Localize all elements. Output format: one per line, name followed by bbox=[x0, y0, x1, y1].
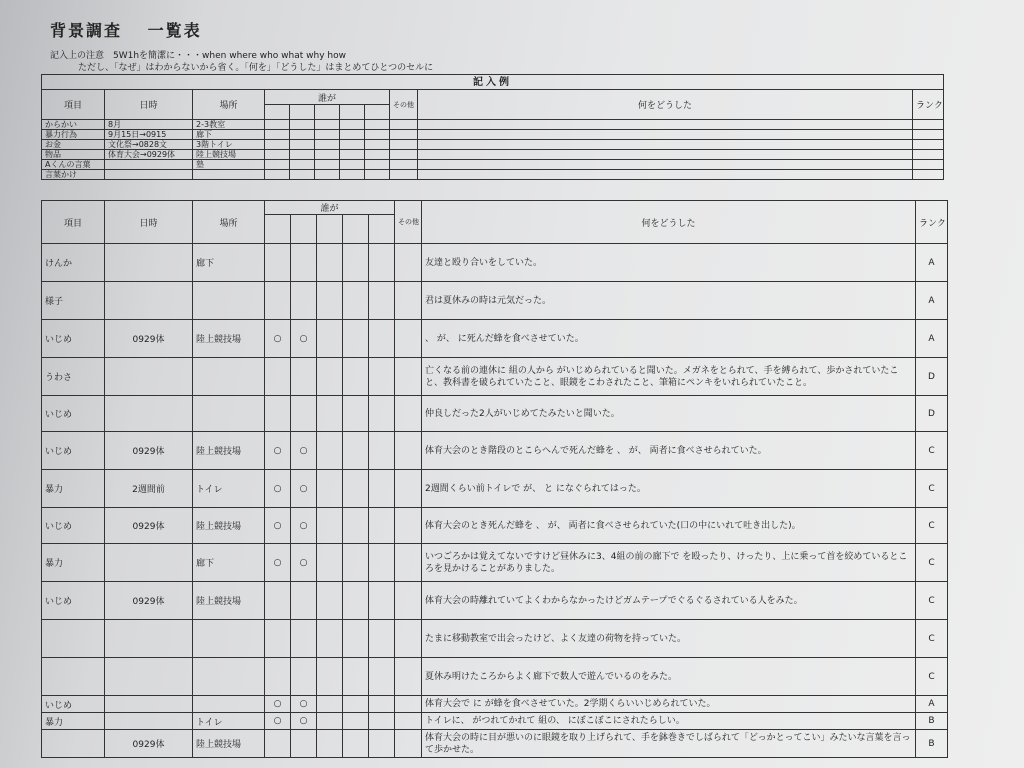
survey-row bbox=[42, 582, 948, 620]
row-place bbox=[193, 696, 265, 713]
row-witness-3 bbox=[317, 582, 343, 620]
example-empty-cell bbox=[315, 120, 340, 130]
row-what: トイレに、 がつれてかれて 組の、 にぼこぼこにされたらしい。 bbox=[422, 713, 916, 730]
row-witness-1: ○ bbox=[265, 508, 291, 544]
example-empty-cell bbox=[390, 170, 418, 180]
row-what: 体育大会の時に目が悪いのに眼鏡を取り上げられて、手を鉢巻きでしばられて「どっかとってこい」みたいな言葉を言って歩かせた。 bbox=[422, 730, 916, 758]
example-empty-cell bbox=[340, 130, 365, 140]
row-witness-2 bbox=[291, 358, 317, 396]
example-empty-cell bbox=[265, 120, 290, 130]
example-empty-cell bbox=[913, 130, 944, 140]
example-empty-cell bbox=[290, 170, 315, 180]
row-witness-1: ○ bbox=[265, 696, 291, 713]
row-item: 暴力 bbox=[42, 470, 105, 508]
header-date: 日時 bbox=[105, 201, 193, 244]
row-item: いじめ bbox=[42, 432, 105, 470]
example-empty-cell bbox=[315, 160, 340, 170]
example-empty-cell bbox=[365, 120, 390, 130]
header-who: 誰が bbox=[265, 201, 395, 215]
row-item: いじめ bbox=[42, 696, 105, 713]
row-witness-1: ○ bbox=[265, 544, 291, 582]
row-what: 体育大会の時離れていてよくわからなかったけどガムテープでぐるぐるされている人をみた。 bbox=[422, 582, 916, 620]
row-witness-4 bbox=[343, 358, 369, 396]
row-witness-2: ○ bbox=[291, 696, 317, 713]
row-date bbox=[105, 713, 193, 730]
row-item: いじめ bbox=[42, 508, 105, 544]
row-date bbox=[105, 282, 193, 320]
survey-row bbox=[42, 620, 948, 658]
row-witness-4 bbox=[343, 470, 369, 508]
example-row bbox=[42, 170, 944, 180]
row-witness-1 bbox=[265, 658, 291, 696]
survey-row bbox=[42, 244, 948, 282]
row-rank: A bbox=[916, 244, 948, 282]
header-who: 誰が bbox=[265, 90, 390, 105]
who-col bbox=[340, 105, 365, 120]
row-date bbox=[105, 244, 193, 282]
example-empty-cell bbox=[365, 160, 390, 170]
row-witness-3 bbox=[317, 396, 343, 432]
row-item: 暴力 bbox=[42, 713, 105, 730]
row-rank: C bbox=[916, 582, 948, 620]
row-other bbox=[395, 730, 422, 758]
example-empty-cell bbox=[418, 120, 913, 130]
example-empty-cell bbox=[390, 120, 418, 130]
example-empty-cell bbox=[418, 130, 913, 140]
row-date bbox=[105, 696, 193, 713]
example-empty-cell bbox=[418, 170, 913, 180]
example-empty-cell bbox=[290, 160, 315, 170]
survey-row bbox=[42, 320, 948, 358]
instruction-note-detail: ただし、「なぜ」はわからないから省く。「何を」「どうした」はまとめてひとつのセルに bbox=[78, 63, 434, 73]
survey-row bbox=[42, 432, 948, 470]
row-place bbox=[193, 396, 265, 432]
row-witness-3 bbox=[317, 244, 343, 282]
row-witness-4 bbox=[343, 432, 369, 470]
example-date bbox=[105, 160, 193, 170]
example-place: 3階トイレ bbox=[193, 140, 265, 150]
example-empty-cell bbox=[340, 150, 365, 160]
row-date bbox=[105, 658, 193, 696]
survey-row bbox=[42, 730, 948, 758]
row-place: 陸上競技場 bbox=[193, 320, 265, 358]
who-col bbox=[317, 215, 343, 244]
row-witness-5 bbox=[369, 544, 395, 582]
example-place bbox=[193, 170, 265, 180]
header-rank: ランク bbox=[913, 90, 944, 120]
row-witness-4 bbox=[343, 582, 369, 620]
example-empty-cell bbox=[315, 170, 340, 180]
who-col bbox=[290, 105, 315, 120]
row-witness-5 bbox=[369, 658, 395, 696]
row-what: 君は夏休みの時は元気だった。 bbox=[422, 282, 916, 320]
example-item: 言葉かけ bbox=[42, 170, 105, 180]
row-witness-1 bbox=[265, 582, 291, 620]
header-place: 場所 bbox=[193, 201, 265, 244]
row-other bbox=[395, 544, 422, 582]
row-witness-2: ○ bbox=[291, 432, 317, 470]
example-empty-cell bbox=[390, 150, 418, 160]
example-date bbox=[105, 170, 193, 180]
row-witness-3 bbox=[317, 282, 343, 320]
row-witness-3 bbox=[317, 696, 343, 713]
row-rank: C bbox=[916, 508, 948, 544]
row-what: 亡くなる前の連休に 組の人から がいじめられていると聞いた。メガネをとられて、手を縛られて、歩かされていたこと、教科書を破られていたこと、眼鏡をこわされたこと、筆箱にペンキをいれられていたこと。 bbox=[422, 358, 916, 396]
row-witness-5 bbox=[369, 282, 395, 320]
example-item: 暴力行為 bbox=[42, 130, 105, 140]
row-witness-4 bbox=[343, 320, 369, 358]
row-witness-5 bbox=[369, 620, 395, 658]
survey-row bbox=[42, 696, 948, 713]
example-empty-cell bbox=[913, 120, 944, 130]
who-col bbox=[343, 215, 369, 244]
who-col bbox=[369, 215, 395, 244]
row-witness-1 bbox=[265, 244, 291, 282]
row-witness-2: ○ bbox=[291, 544, 317, 582]
row-witness-3 bbox=[317, 658, 343, 696]
example-empty-cell bbox=[390, 160, 418, 170]
row-witness-2 bbox=[291, 658, 317, 696]
row-witness-4 bbox=[343, 620, 369, 658]
row-rank: D bbox=[916, 358, 948, 396]
row-item bbox=[42, 730, 105, 758]
example-empty-cell bbox=[290, 130, 315, 140]
row-witness-3 bbox=[317, 358, 343, 396]
row-witness-3 bbox=[317, 544, 343, 582]
header-item: 項目 bbox=[42, 201, 105, 244]
example-place: 陸上競技場 bbox=[193, 150, 265, 160]
row-witness-1: ○ bbox=[265, 320, 291, 358]
row-witness-5 bbox=[369, 244, 395, 282]
row-place bbox=[193, 282, 265, 320]
example-empty-cell bbox=[913, 170, 944, 180]
example-item: 物品 bbox=[42, 150, 105, 160]
row-witness-3 bbox=[317, 470, 343, 508]
row-witness-2: ○ bbox=[291, 320, 317, 358]
row-place: 陸上競技場 bbox=[193, 582, 265, 620]
example-empty-cell bbox=[340, 160, 365, 170]
row-rank: C bbox=[916, 432, 948, 470]
row-date: 0929体 bbox=[105, 730, 193, 758]
example-table bbox=[41, 74, 944, 180]
row-witness-5 bbox=[369, 358, 395, 396]
row-rank: C bbox=[916, 658, 948, 696]
row-what: 夏休み明けたころからよく廊下で数人で遊んでいるのをみた。 bbox=[422, 658, 916, 696]
row-witness-1 bbox=[265, 730, 291, 758]
example-empty-cell bbox=[418, 160, 913, 170]
row-other bbox=[395, 696, 422, 713]
row-what: 2週間くらい前トイレで が、 と になぐられてはった。 bbox=[422, 470, 916, 508]
row-place: 廊下 bbox=[193, 544, 265, 582]
row-what: 、 が、 に死んだ蜂を食べさせていた。 bbox=[422, 320, 916, 358]
row-witness-1: ○ bbox=[265, 432, 291, 470]
row-witness-4 bbox=[343, 396, 369, 432]
example-empty-cell bbox=[265, 150, 290, 160]
row-other bbox=[395, 282, 422, 320]
row-witness-3 bbox=[317, 432, 343, 470]
row-witness-1 bbox=[265, 358, 291, 396]
row-witness-4 bbox=[343, 244, 369, 282]
row-other bbox=[395, 470, 422, 508]
example-empty-cell bbox=[290, 140, 315, 150]
survey-row bbox=[42, 544, 948, 582]
row-what: 体育大会のとき死んだ蜂を 、 が、 両者に食べさせられていた(口の中にいれて吐き出した)。 bbox=[422, 508, 916, 544]
row-item bbox=[42, 658, 105, 696]
survey-row bbox=[42, 508, 948, 544]
row-witness-2 bbox=[291, 582, 317, 620]
row-place: 陸上競技場 bbox=[193, 432, 265, 470]
row-witness-5 bbox=[369, 730, 395, 758]
who-col bbox=[265, 215, 291, 244]
example-empty-cell bbox=[315, 150, 340, 160]
row-other bbox=[395, 620, 422, 658]
example-empty-cell bbox=[340, 140, 365, 150]
row-item: いじめ bbox=[42, 582, 105, 620]
survey-row bbox=[42, 358, 948, 396]
row-witness-1 bbox=[265, 396, 291, 432]
row-rank: B bbox=[916, 730, 948, 758]
example-empty-cell bbox=[365, 170, 390, 180]
example-empty-cell bbox=[290, 150, 315, 160]
row-witness-4 bbox=[343, 508, 369, 544]
row-witness-4 bbox=[343, 282, 369, 320]
survey-table bbox=[41, 200, 948, 758]
row-other bbox=[395, 582, 422, 620]
row-date: 0929体 bbox=[105, 432, 193, 470]
example-empty-cell bbox=[418, 140, 913, 150]
row-other bbox=[395, 244, 422, 282]
row-date: 2週間前 bbox=[105, 470, 193, 508]
who-col bbox=[315, 105, 340, 120]
example-empty-cell bbox=[265, 160, 290, 170]
row-date bbox=[105, 620, 193, 658]
row-witness-2 bbox=[291, 282, 317, 320]
example-row bbox=[42, 150, 944, 160]
row-item: けんか bbox=[42, 244, 105, 282]
row-witness-4 bbox=[343, 696, 369, 713]
instruction-note: 記入上の注意 5W1hを簡潔に・・・when where who what why how bbox=[50, 51, 346, 61]
row-witness-4 bbox=[343, 658, 369, 696]
row-date: 0929体 bbox=[105, 320, 193, 358]
example-item: からかい bbox=[42, 120, 105, 130]
survey-row bbox=[42, 658, 948, 696]
example-empty-cell bbox=[265, 170, 290, 180]
row-other bbox=[395, 396, 422, 432]
example-empty-cell bbox=[290, 120, 315, 130]
row-witness-2: ○ bbox=[291, 713, 317, 730]
row-rank: C bbox=[916, 470, 948, 508]
row-rank: B bbox=[916, 713, 948, 730]
example-empty-cell bbox=[265, 130, 290, 140]
example-empty-cell bbox=[340, 120, 365, 130]
example-empty-cell bbox=[913, 150, 944, 160]
row-witness-2 bbox=[291, 620, 317, 658]
row-witness-3 bbox=[317, 508, 343, 544]
row-witness-5 bbox=[369, 696, 395, 713]
example-empty-cell bbox=[340, 170, 365, 180]
row-what: いつごろかは覚えてないですけど昼休みに3、4組の前の廊下で を殴ったり、けったり、上に乗って首を絞めているところを見かけることがありました。 bbox=[422, 544, 916, 582]
row-witness-4 bbox=[343, 544, 369, 582]
header-other: その他 bbox=[390, 90, 418, 120]
example-empty-cell bbox=[418, 150, 913, 160]
header-what: 何をどうした bbox=[422, 201, 916, 244]
example-empty-cell bbox=[365, 140, 390, 150]
row-what: 仲良しだった2人がいじめてたみたいと聞いた。 bbox=[422, 396, 916, 432]
row-other bbox=[395, 508, 422, 544]
row-rank: C bbox=[916, 544, 948, 582]
row-witness-5 bbox=[369, 713, 395, 730]
example-empty-cell bbox=[365, 130, 390, 140]
row-witness-1: ○ bbox=[265, 470, 291, 508]
row-place bbox=[193, 620, 265, 658]
example-date: 体育大会→0929体 bbox=[105, 150, 193, 160]
row-rank: C bbox=[916, 620, 948, 658]
row-witness-1: ○ bbox=[265, 713, 291, 730]
survey-rows bbox=[42, 244, 948, 758]
row-date bbox=[105, 358, 193, 396]
example-item: Aくんの言葉 bbox=[42, 160, 105, 170]
example-date: 文化祭→0828文 bbox=[105, 140, 193, 150]
example-item: お金 bbox=[42, 140, 105, 150]
row-place: トイレ bbox=[193, 470, 265, 508]
row-other bbox=[395, 358, 422, 396]
row-witness-3 bbox=[317, 730, 343, 758]
example-rows bbox=[42, 120, 944, 180]
header-what: 何をどうした bbox=[418, 90, 913, 120]
example-date: 8月 bbox=[105, 120, 193, 130]
row-rank: A bbox=[916, 320, 948, 358]
row-rank: A bbox=[916, 696, 948, 713]
row-witness-5 bbox=[369, 320, 395, 358]
row-place bbox=[193, 658, 265, 696]
header-date: 日時 bbox=[105, 90, 193, 120]
row-place bbox=[193, 358, 265, 396]
example-empty-cell bbox=[315, 140, 340, 150]
row-item: いじめ bbox=[42, 396, 105, 432]
who-col bbox=[265, 105, 290, 120]
survey-row bbox=[42, 396, 948, 432]
example-empty-cell bbox=[365, 150, 390, 160]
row-date bbox=[105, 396, 193, 432]
example-empty-cell bbox=[390, 130, 418, 140]
row-date: 0929体 bbox=[105, 582, 193, 620]
header-rank: ランク bbox=[916, 201, 948, 244]
document-title bbox=[50, 18, 202, 41]
row-other bbox=[395, 432, 422, 470]
row-witness-5 bbox=[369, 508, 395, 544]
row-item bbox=[42, 620, 105, 658]
row-witness-5 bbox=[369, 582, 395, 620]
example-place: 廊下 bbox=[193, 130, 265, 140]
row-rank: D bbox=[916, 396, 948, 432]
example-empty-cell bbox=[265, 140, 290, 150]
example-empty-cell bbox=[315, 130, 340, 140]
row-place: トイレ bbox=[193, 713, 265, 730]
survey-row bbox=[42, 470, 948, 508]
title-main: 背景調査 bbox=[50, 21, 123, 40]
row-witness-4 bbox=[343, 713, 369, 730]
row-place: 廊下 bbox=[193, 244, 265, 282]
title-sub: 一覧表 bbox=[147, 21, 202, 40]
row-witness-2 bbox=[291, 396, 317, 432]
row-other bbox=[395, 320, 422, 358]
row-witness-1 bbox=[265, 620, 291, 658]
row-what: 友達と殴り合いをしていた。 bbox=[422, 244, 916, 282]
header-place: 場所 bbox=[193, 90, 265, 120]
row-witness-2 bbox=[291, 730, 317, 758]
row-place: 陸上競技場 bbox=[193, 508, 265, 544]
row-item: 様子 bbox=[42, 282, 105, 320]
row-other bbox=[395, 713, 422, 730]
example-row bbox=[42, 130, 944, 140]
survey-row bbox=[42, 713, 948, 730]
example-place: 2-3教室 bbox=[193, 120, 265, 130]
row-other bbox=[395, 658, 422, 696]
who-col bbox=[365, 105, 390, 120]
row-witness-3 bbox=[317, 620, 343, 658]
row-witness-3 bbox=[317, 713, 343, 730]
row-witness-3 bbox=[317, 320, 343, 358]
example-place: 塾 bbox=[193, 160, 265, 170]
row-witness-5 bbox=[369, 396, 395, 432]
example-date: 9月15日→0915 bbox=[105, 130, 193, 140]
example-row bbox=[42, 140, 944, 150]
example-empty-cell bbox=[913, 160, 944, 170]
survey-row bbox=[42, 282, 948, 320]
who-col bbox=[291, 215, 317, 244]
row-what: たまに移動教室で出会ったけど、よく友達の荷物を持っていた。 bbox=[422, 620, 916, 658]
row-witness-4 bbox=[343, 730, 369, 758]
example-empty-cell bbox=[390, 140, 418, 150]
example-empty-cell bbox=[913, 140, 944, 150]
row-what: 体育大会のとき階段のとこらへんで死んだ蜂を 、 が、 両者に食べさせられていた。 bbox=[422, 432, 916, 470]
row-date bbox=[105, 544, 193, 582]
row-witness-2: ○ bbox=[291, 470, 317, 508]
example-row bbox=[42, 160, 944, 170]
row-item: 暴力 bbox=[42, 544, 105, 582]
example-caption: 記入例 bbox=[42, 75, 944, 90]
row-witness-2: ○ bbox=[291, 508, 317, 544]
row-witness-5 bbox=[369, 432, 395, 470]
row-item: うわさ bbox=[42, 358, 105, 396]
row-rank: A bbox=[916, 282, 948, 320]
row-witness-2 bbox=[291, 244, 317, 282]
row-witness-1 bbox=[265, 282, 291, 320]
header-item: 項目 bbox=[42, 90, 105, 120]
example-row bbox=[42, 120, 944, 130]
row-date: 0929体 bbox=[105, 508, 193, 544]
row-place: 陸上競技場 bbox=[193, 730, 265, 758]
row-item: いじめ bbox=[42, 320, 105, 358]
row-what: 体育大会で に が蜂を食べさせていた。2学期くらいいじめられていた。 bbox=[422, 696, 916, 713]
row-witness-5 bbox=[369, 470, 395, 508]
header-other: その他 bbox=[395, 201, 422, 244]
